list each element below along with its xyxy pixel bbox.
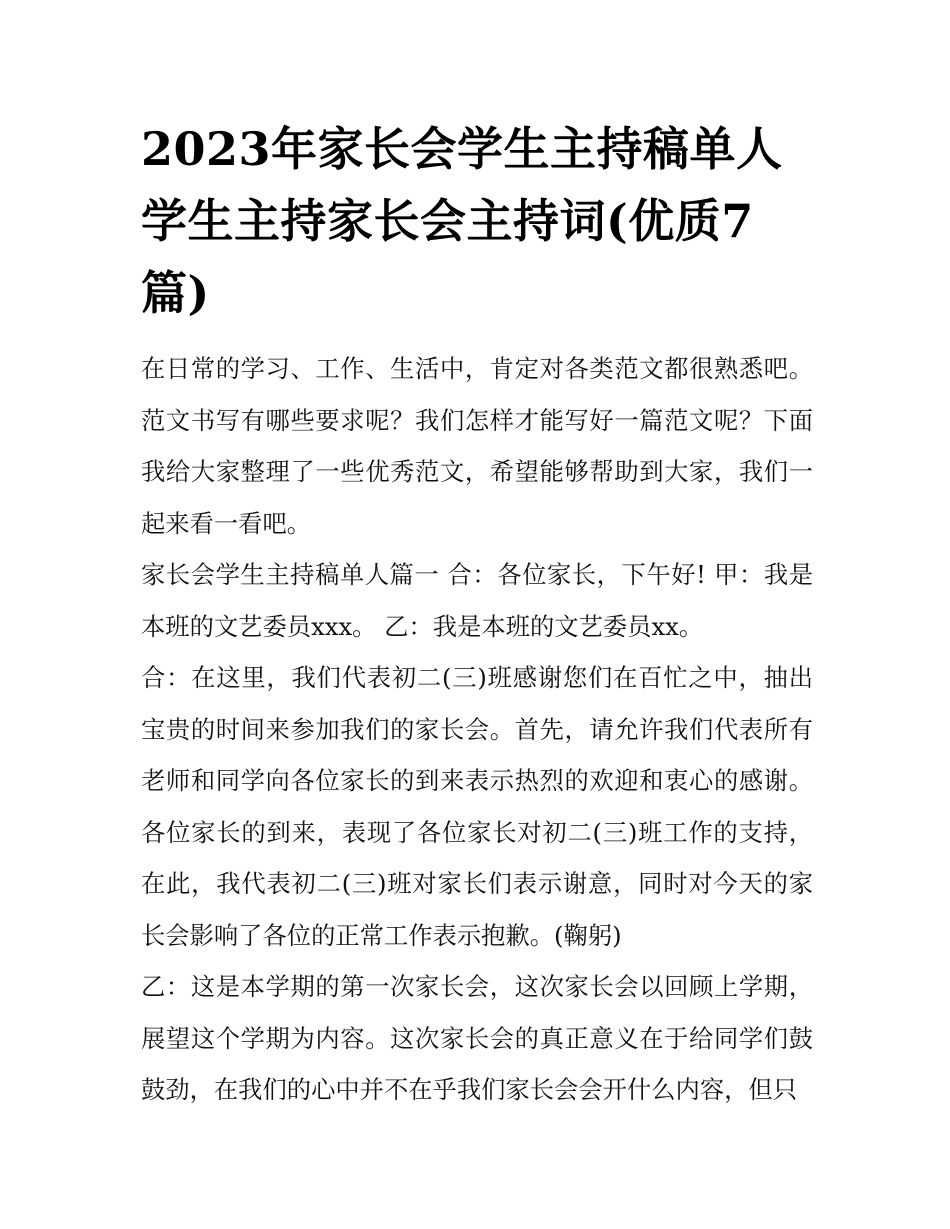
document-title: 2023年家长会学生主持稿单人学生主持家长会主持词(优质7篇): [141, 122, 783, 320]
paragraph-opening: 家长会学生主持稿单人篇一 合：各位家长，下午好! 甲：我是本班的文艺委员xxx。 乙：我是本班的文艺委员xx。: [141, 560, 813, 641]
paragraph-welcome: 合：在这里，我们代表初二(三)班感谢您们在百忙之中，抽出宝贵的时间来参加我们的家长会。首先，请允许我们代表所有老师和同学向各位家长的到来表示热烈的欢迎和衷心的感谢。各位家长的到来，表现了各位家长对初二(三)班工作的支持，在此，我代表初二(三)班对家长们表示谢意，同时对今天的家长会影响了各位的正常工作表示抱歉。(鞠躬): [141, 663, 813, 950]
paragraph-intro: 在日常的学习、工作、生活中，肯定对各类范文都很熟悉吧。范文书写有哪些要求呢？我们怎样才能写好一篇范文呢？下面我给大家整理了一些优秀范文，希望能够帮助到大家，我们一起来看一看吧。: [141, 354, 813, 538]
paragraph-purpose: 乙：这是本学期的第一次家长会，这次家长会以回顾上学期，展望这个学期为内容。这次家长会的真正意义在于给同学们鼓鼓劲，在我们的心中并不在乎我们家长会会开什么内容，但只: [141, 972, 813, 1104]
document-body: [141, 343, 813, 1116]
document-page: [141, 113, 813, 1116]
